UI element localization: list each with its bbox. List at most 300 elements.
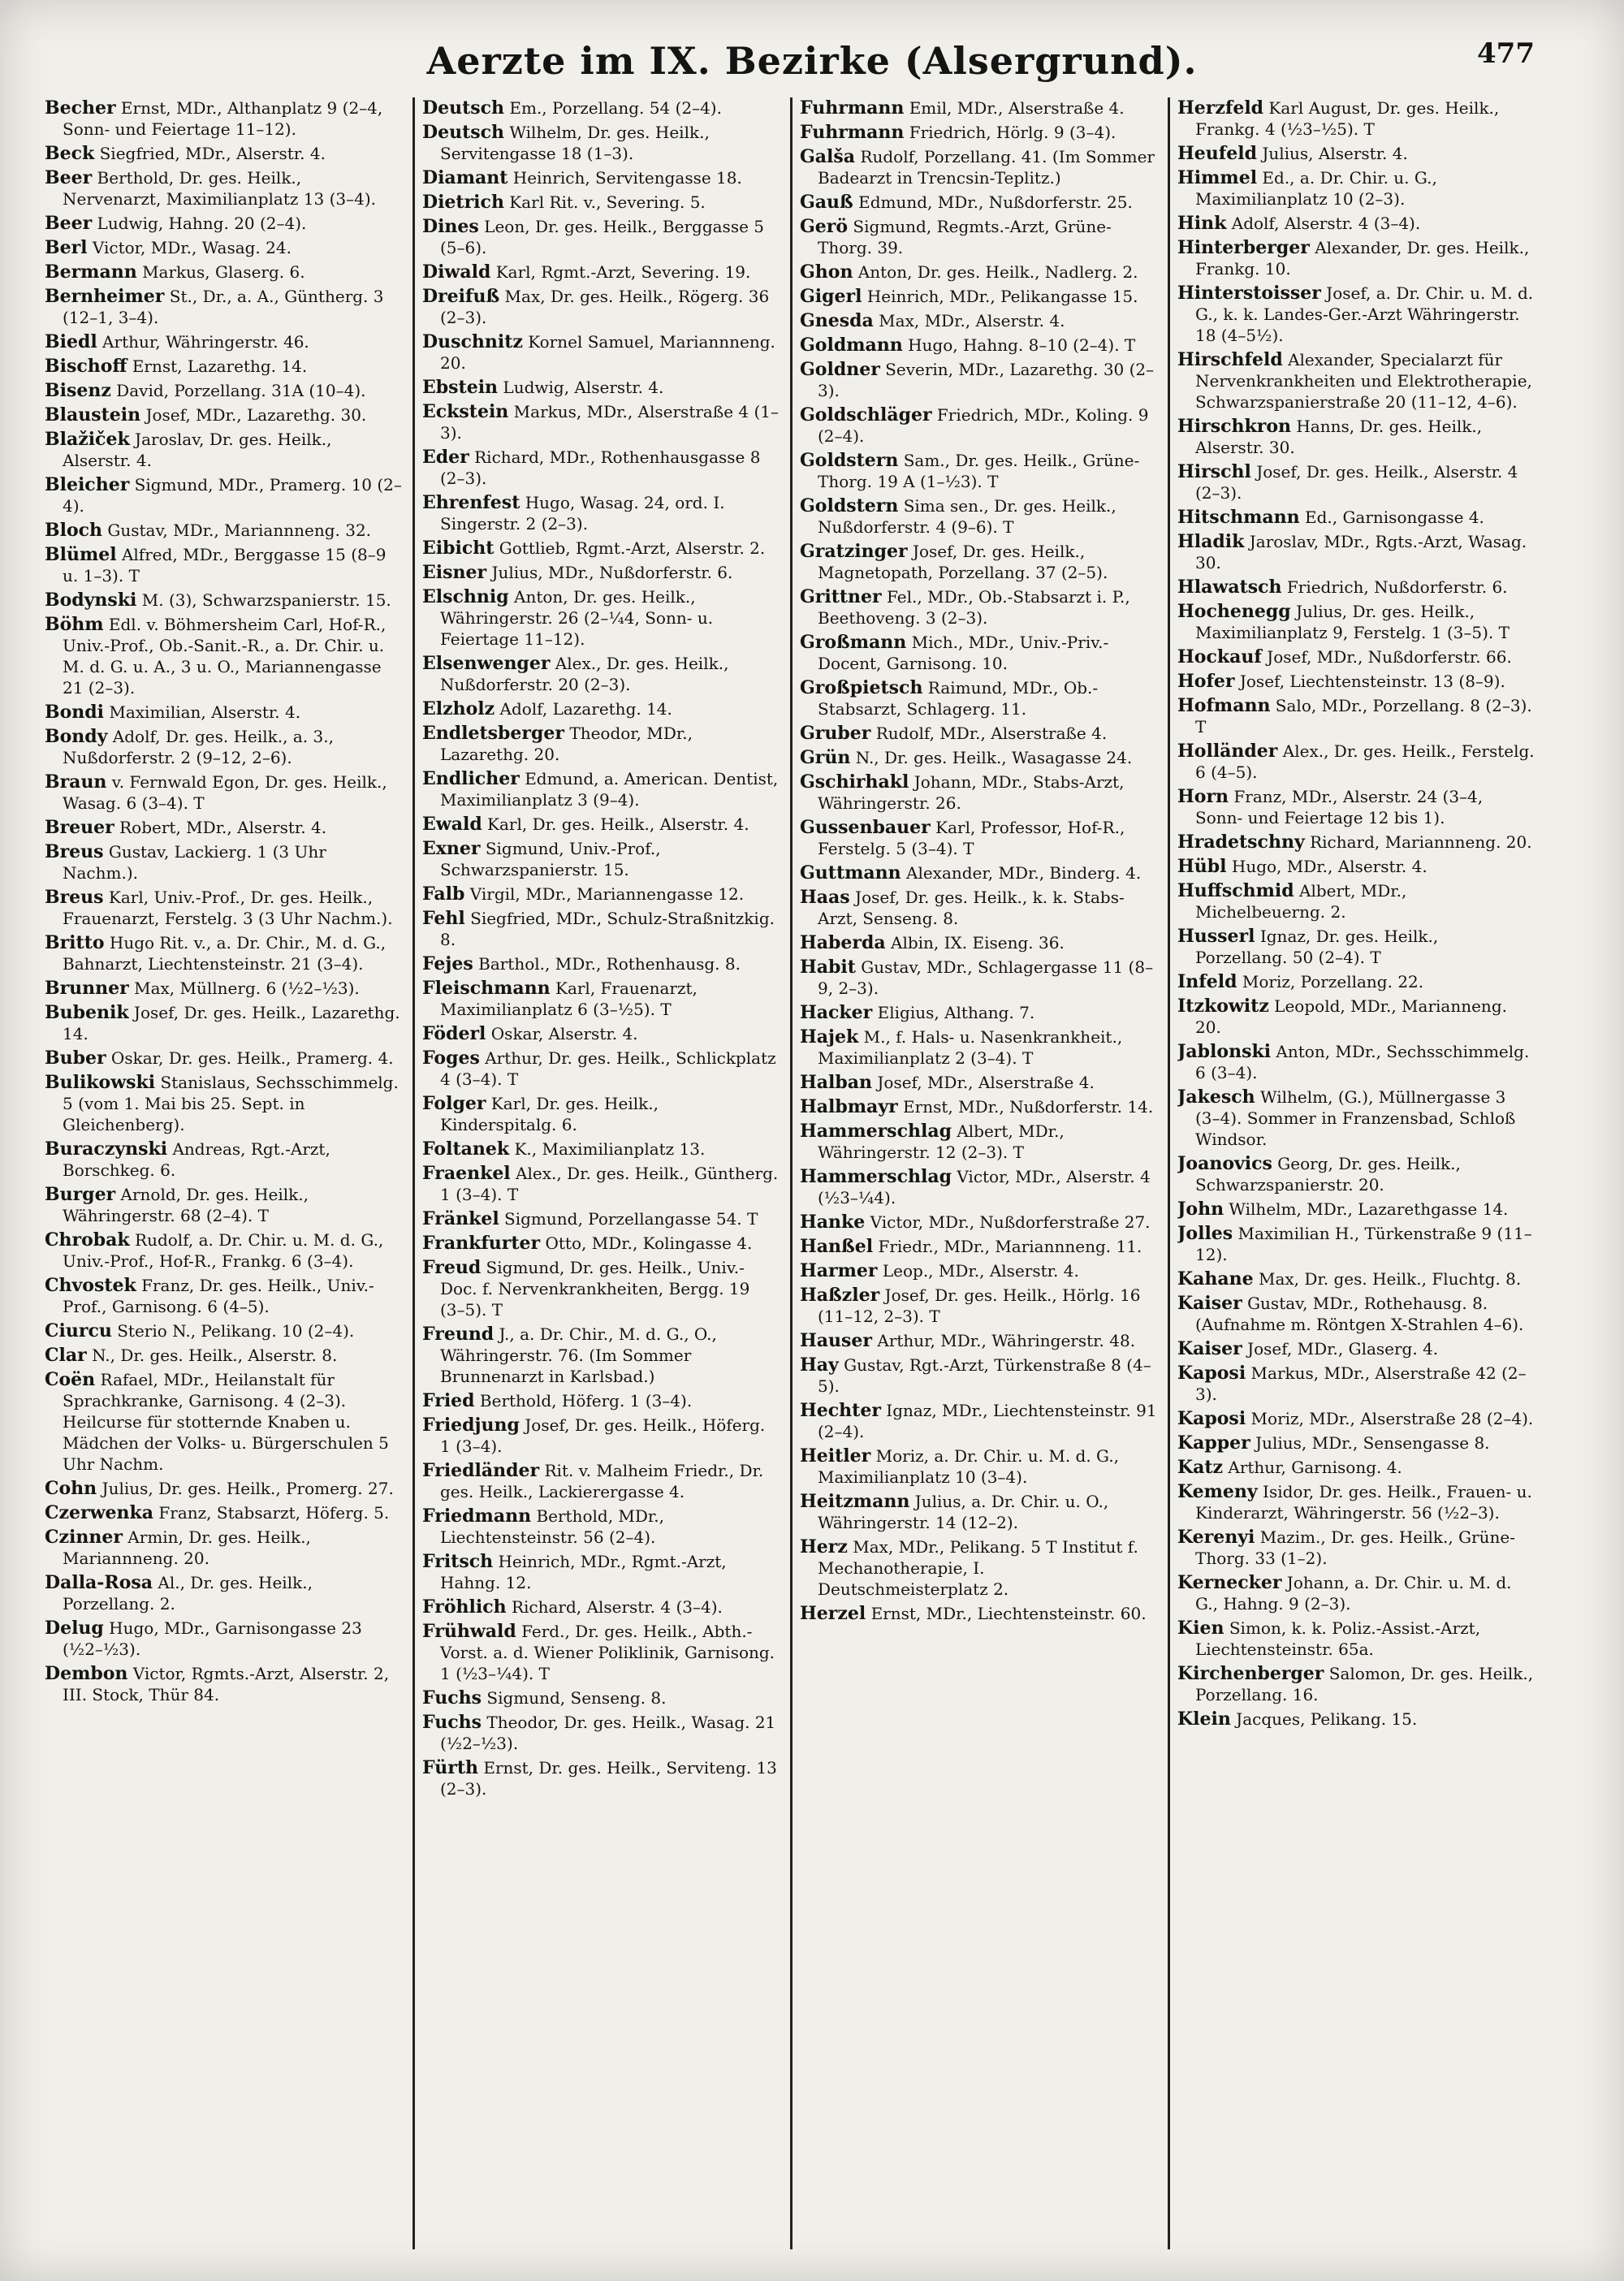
entry-surname: Friedjung bbox=[422, 1415, 520, 1436]
entry-surname: Harmer bbox=[800, 1260, 878, 1281]
entry-surname: Herzfeld bbox=[1177, 97, 1264, 119]
entry-surname: Fuhrmann bbox=[800, 122, 905, 143]
entry-surname: Bodynski bbox=[45, 590, 137, 611]
directory-entry bbox=[422, 216, 780, 258]
entry-surname: Hay bbox=[800, 1354, 839, 1376]
entry-surname: Fuhrmann bbox=[800, 97, 905, 119]
directory-entry bbox=[45, 978, 402, 999]
entry-surname: Delug bbox=[45, 1618, 104, 1639]
entry-surname: Großpietsch bbox=[800, 677, 923, 698]
directory-entry bbox=[1177, 1457, 1535, 1478]
entry-details: Arthur, Währingerstr. 46. bbox=[97, 332, 309, 352]
directory-entry bbox=[422, 97, 780, 119]
entry-details: Leon, Dr. ges. Heilk., Berggasse 5 (5–6). bbox=[440, 217, 764, 257]
entry-surname: Kaiser bbox=[1177, 1338, 1242, 1359]
entry-surname: Berl bbox=[45, 237, 88, 258]
entry-surname: Haberda bbox=[800, 932, 886, 953]
entry-surname: Herzel bbox=[800, 1603, 866, 1624]
directory-entry bbox=[1177, 97, 1535, 140]
entry-surname: Bischoff bbox=[45, 356, 127, 377]
entry-details: Robert, MDr., Alserstr. 4. bbox=[114, 818, 327, 837]
entry-details: Anton, MDr., Sechsschimmelg. 6 (3–4). bbox=[1195, 1042, 1530, 1082]
entry-details: Maximilian, Alserstr. 4. bbox=[104, 702, 301, 722]
entry-details: Richard, MDr., Rothenhausgasse 8 (2–3). bbox=[440, 447, 761, 488]
directory-entry bbox=[800, 1603, 1157, 1624]
entry-surname: Diamant bbox=[422, 167, 508, 188]
entry-details: M., f. Hals- u. Nasenkrankheit., Maximilianplatz 2 (3–4). T bbox=[818, 1027, 1123, 1068]
entry-surname: Eder bbox=[422, 447, 469, 468]
entry-details: Arthur, MDr., Währingerstr. 48. bbox=[872, 1331, 1136, 1350]
entry-surname: Jolles bbox=[1177, 1223, 1233, 1244]
entry-surname: Jablonski bbox=[1177, 1041, 1272, 1062]
entry-details: Alexander, MDr., Binderg. 4. bbox=[901, 863, 1142, 883]
directory-entry bbox=[800, 1491, 1157, 1533]
entry-details: Theodor, MDr., Lazarethg. 20. bbox=[440, 724, 693, 764]
entry-surname: Dietrich bbox=[422, 192, 504, 213]
entry-surname: Itzkowitz bbox=[1177, 996, 1269, 1017]
entry-surname: Elschnig bbox=[422, 586, 509, 607]
directory-entry bbox=[1177, 1223, 1535, 1265]
entry-surname: Breus bbox=[45, 841, 104, 862]
entry-surname: Duschnitz bbox=[422, 331, 523, 352]
entry-surname: Haas bbox=[800, 887, 850, 908]
directory-entry bbox=[422, 1415, 780, 1457]
entry-details: Sigmund, Regmts.-Arzt, Grüne-Thorg. 39. bbox=[818, 217, 1112, 257]
directory-entry bbox=[45, 817, 402, 838]
entry-surname: Hradetschny bbox=[1177, 832, 1305, 853]
directory-entry bbox=[45, 1072, 402, 1135]
entry-surname: Ciurcu bbox=[45, 1320, 112, 1341]
entry-surname: Hirschl bbox=[1177, 461, 1251, 482]
directory-entry bbox=[422, 562, 780, 583]
directory-entry bbox=[800, 216, 1157, 258]
entry-surname: Fehl bbox=[422, 908, 465, 929]
entry-details: Edl. v. Böhmersheim Carl, Hof-R., Univ.-Prof., Ob.-Sanit.-R., a. Dr. Chir. u. M. d. G. u. A., 3 u. O., Mariannengasse 21 (2–3). bbox=[63, 615, 387, 698]
directory-entry bbox=[45, 1320, 402, 1341]
entry-details: Hugo, MDr., Alserstr. 4. bbox=[1226, 857, 1427, 876]
entry-details: Adolf, Alserstr. 4 (3–4). bbox=[1226, 214, 1421, 233]
directory-entry bbox=[1177, 1268, 1535, 1290]
directory-entry bbox=[422, 1390, 780, 1411]
directory-entry bbox=[800, 1121, 1157, 1163]
directory-entry bbox=[422, 1460, 780, 1502]
directory-entry bbox=[45, 1345, 402, 1366]
directory-entry bbox=[422, 538, 780, 559]
entry-surname: Hladik bbox=[1177, 531, 1245, 552]
directory-entry bbox=[1177, 971, 1535, 992]
entry-details: Arthur, Dr. ges. Heilk., Schlickplatz 4 (3–4). T bbox=[440, 1048, 776, 1089]
entry-details: Albin, IX. Eiseng. 36. bbox=[885, 933, 1065, 953]
directory-entry bbox=[45, 1527, 402, 1569]
entry-surname: Becher bbox=[45, 97, 116, 119]
entry-details: Fel., MDr., Ob.-Stabsarzt i. P., Beethoveng. 3 (2–3). bbox=[818, 587, 1130, 628]
entry-details: Adolf, Lazarethg. 14. bbox=[495, 699, 672, 719]
entry-surname: Endletsberger bbox=[422, 723, 564, 744]
entry-surname: Biedl bbox=[45, 331, 97, 352]
directory-entry bbox=[1177, 926, 1535, 968]
entry-details: Eligius, Althang. 7. bbox=[872, 1003, 1035, 1022]
entry-surname: Hanke bbox=[800, 1212, 866, 1233]
directory-entry bbox=[422, 1138, 780, 1160]
entry-details: M. (3), Schwarzspanierstr. 15. bbox=[136, 590, 391, 610]
directory-entry bbox=[45, 1369, 402, 1475]
directory-entry bbox=[800, 310, 1157, 331]
directory-entry bbox=[45, 590, 402, 611]
entry-details: Johann, a. Dr. Chir. u. M. d. G., Hahng. 9 (2–3). bbox=[1195, 1573, 1512, 1614]
directory-entry bbox=[800, 1026, 1157, 1069]
entry-surname: John bbox=[1177, 1199, 1224, 1220]
directory-entry bbox=[1177, 577, 1535, 598]
entry-surname: Dalla-Rosa bbox=[45, 1572, 153, 1593]
entry-surname: Dembon bbox=[45, 1663, 128, 1684]
entry-surname: Foltanek bbox=[422, 1138, 510, 1160]
entry-surname: Breus bbox=[45, 887, 104, 908]
entry-surname: Foges bbox=[422, 1048, 480, 1069]
entry-details: Heinrich, MDr., Rgmt.-Arzt, Hahng. 12. bbox=[440, 1552, 727, 1592]
entry-surname: Kirchenberger bbox=[1177, 1663, 1324, 1684]
entry-details: Josef, Dr. ges. Heilk., Alserstr. 4 (2–3). bbox=[1195, 462, 1518, 503]
directory-entry bbox=[1177, 996, 1535, 1038]
entry-surname: Husserl bbox=[1177, 926, 1255, 947]
entry-details: Sigmund, Senseng. 8. bbox=[482, 1688, 667, 1708]
entry-details: Johann, MDr., Stabs-Arzt, Währingerstr. 26. bbox=[818, 772, 1125, 813]
entry-surname: Habit bbox=[800, 957, 856, 978]
column-4 bbox=[1177, 97, 1535, 2249]
entry-details: Georg, Dr. ges. Heilk., Schwarzspanierstr. 20. bbox=[1195, 1154, 1461, 1195]
directory-entry bbox=[45, 143, 402, 164]
entry-details: Raimund, MDr., Ob.-Stabsarzt, Schlagerg. 11. bbox=[818, 678, 1099, 719]
directory-entry bbox=[422, 261, 780, 283]
entry-surname: Eibicht bbox=[422, 538, 495, 559]
entry-details: Andreas, Rgt.-Arzt, Borschkeg. 6. bbox=[63, 1139, 330, 1180]
entry-surname: Exner bbox=[422, 838, 481, 859]
entry-surname: Kaposi bbox=[1177, 1408, 1246, 1429]
entry-surname: Freund bbox=[422, 1324, 495, 1345]
entry-details: Gustav, Lackierg. 1 (3 Uhr Nachm.). bbox=[63, 842, 326, 883]
entry-surname: Buber bbox=[45, 1048, 106, 1069]
entry-surname: Fürth bbox=[422, 1757, 478, 1778]
directory-entry bbox=[1177, 237, 1535, 279]
entry-surname: Ebstein bbox=[422, 377, 499, 398]
entry-details: Sigmund, Univ.-Prof., Schwarzspanierstr. 15. bbox=[440, 839, 661, 879]
entry-details: Arnold, Dr. ges. Heilk., Währingerstr. 68 (2–4). T bbox=[63, 1185, 309, 1225]
entry-details: Al., Dr. ges. Heilk., Porzellang. 2. bbox=[63, 1573, 313, 1614]
entry-details: Berthold, Dr. ges. Heilk., Nervenarzt, Maximilianplatz 13 (3–4). bbox=[63, 168, 376, 209]
directory-entry bbox=[800, 192, 1157, 213]
entry-details: v. Fernwald Egon, Dr. ges. Heilk., Wasag. 6 (3–4). T bbox=[63, 772, 387, 813]
directory-entry bbox=[45, 167, 402, 210]
entry-surname: Galša bbox=[800, 146, 856, 167]
directory-entry bbox=[422, 377, 780, 398]
directory-entry bbox=[1177, 143, 1535, 164]
entry-surname: Hirschkron bbox=[1177, 416, 1292, 437]
directory-entry bbox=[422, 978, 780, 1020]
entry-details: Virgil, MDr., Mariannengasse 12. bbox=[464, 884, 745, 904]
directory-entry bbox=[800, 1445, 1157, 1488]
entry-surname: Kerenyi bbox=[1177, 1527, 1255, 1548]
entry-surname: Hacker bbox=[800, 1002, 873, 1023]
entry-details: Em., Porzellang. 54 (2–4). bbox=[504, 98, 722, 118]
entry-surname: Hammerschlag bbox=[800, 1166, 952, 1187]
entry-surname: Hlawatsch bbox=[1177, 577, 1282, 598]
entry-details: Sigmund, Dr. ges. Heilk., Univ.-Doc. f. Nervenkrankheiten, Bergg. 19 (3–5). T bbox=[440, 1258, 750, 1320]
entry-details: Ed., a. Dr. Chir. u. G., Maximilianplatz 10 (2–3). bbox=[1195, 168, 1437, 209]
entry-surname: Beer bbox=[45, 167, 93, 188]
entry-surname: Breuer bbox=[45, 817, 114, 838]
directory-entry bbox=[422, 1233, 780, 1254]
directory-entry bbox=[45, 474, 402, 516]
entry-details: Ferd., Dr. ges. Heilk., Abth.-Vorst. a. d. Wiener Poliklinik, Garnisong. 1 (½3–¼4). T bbox=[440, 1622, 775, 1683]
entry-details: Karl, Dr. ges. Heilk., Alserstr. 4. bbox=[482, 814, 749, 834]
entry-surname: Goldschläger bbox=[800, 404, 932, 426]
entry-details: Josef, Dr. ges. Heilk., Magnetopath, Porzellang. 37 (2–5). bbox=[818, 542, 1108, 582]
entry-surname: Hajek bbox=[800, 1026, 859, 1048]
entry-details: Rudolf, a. Dr. Chir. u. M. d. G., Univ.-Prof., Hof-R., Frankg. 6 (3–4). bbox=[63, 1230, 384, 1271]
entry-details: Ed., Garnisongasse 4. bbox=[1299, 508, 1484, 527]
entry-surname: Endlicher bbox=[422, 768, 520, 789]
directory-entry bbox=[422, 447, 780, 489]
entry-details: Josef, MDr., Alserstraße 4. bbox=[872, 1073, 1095, 1092]
directory-entry bbox=[800, 1536, 1157, 1600]
directory-entry bbox=[800, 1236, 1157, 1257]
entry-surname: Hink bbox=[1177, 213, 1227, 234]
entry-surname: Gratzinger bbox=[800, 541, 908, 562]
entry-surname: Infeld bbox=[1177, 971, 1237, 992]
entry-details: Josef, Dr. ges. Heilk., Lazarethg. 14. bbox=[63, 1003, 400, 1043]
entry-details: Gustav, Rgt.-Arzt, Türkenstraße 8 (4–5). bbox=[818, 1355, 1151, 1396]
entry-details: Hanns, Dr. ges. Heilk., Alserstr. 30. bbox=[1195, 417, 1483, 457]
directory-entry bbox=[45, 1663, 402, 1705]
entry-details: Jaroslav, MDr., Rgts.-Arzt, Wasag. 30. bbox=[1195, 532, 1527, 572]
directory-entry bbox=[422, 1551, 780, 1593]
entry-details: Moriz, a. Dr. Chir. u. M. d. G., Maximilianplatz 10 (3–4). bbox=[818, 1446, 1120, 1487]
directory-entry bbox=[422, 723, 780, 765]
entry-surname: Hofmann bbox=[1177, 695, 1271, 716]
entry-surname: Böhm bbox=[45, 614, 104, 635]
entry-details: Siegfried, MDr., Alserstr. 4. bbox=[94, 144, 326, 163]
entry-surname: Grittner bbox=[800, 586, 882, 607]
entry-details: Gustav, MDr., Mariannneng. 32. bbox=[102, 521, 372, 540]
directory-entry bbox=[1177, 507, 1535, 528]
directory-entry bbox=[422, 401, 780, 443]
directory-entry bbox=[1177, 1293, 1535, 1335]
entry-surname: Hauser bbox=[800, 1330, 873, 1351]
entry-surname: Kemeny bbox=[1177, 1481, 1258, 1502]
entry-surname: Deutsch bbox=[422, 122, 505, 143]
entry-details: Max, Dr. ges. Heilk., Fluchtg. 8. bbox=[1253, 1269, 1522, 1289]
directory-entry bbox=[1177, 461, 1535, 503]
entry-details: Anton, Dr. ges. Heilk., Nadlerg. 2. bbox=[853, 262, 1138, 282]
entry-details: Victor, MDr., Wasag. 24. bbox=[87, 238, 292, 257]
entry-surname: Goldstern bbox=[800, 450, 899, 471]
entry-surname: Bleicher bbox=[45, 474, 130, 495]
entry-surname: Chrobak bbox=[45, 1229, 130, 1251]
entry-surname: Hirschfeld bbox=[1177, 349, 1283, 370]
entry-surname: Britto bbox=[45, 932, 105, 953]
entry-details: Stanislaus, Sechsschimmelg. 5 (vom 1. Mai bis 25. Sept. in Gleichenberg). bbox=[63, 1073, 399, 1134]
entry-details: Josef, Dr. ges. Heilk., k. k. Stabs-Arzt, Senseng. 8. bbox=[818, 888, 1125, 928]
directory-entry bbox=[1177, 349, 1535, 413]
directory-entry bbox=[800, 97, 1157, 119]
directory-entry bbox=[1177, 1709, 1535, 1730]
entry-details: Gottlieb, Rgmt.-Arzt, Alserstr. 2. bbox=[494, 538, 766, 558]
directory-entry bbox=[422, 586, 780, 650]
directory-entry bbox=[422, 1506, 780, 1548]
directory-entry bbox=[422, 908, 780, 950]
directory-entry bbox=[1177, 1338, 1535, 1359]
directory-entry bbox=[1177, 531, 1535, 573]
entry-surname: Joanovics bbox=[1177, 1153, 1272, 1174]
directory-entry bbox=[800, 1285, 1157, 1327]
directory-entry bbox=[422, 1257, 780, 1320]
directory-entry bbox=[45, 286, 402, 328]
entry-details: Arthur, Garnisong. 4. bbox=[1223, 1458, 1402, 1477]
entry-details: Alex., Dr. ges. Heilk., Nußdorferstr. 20 (2–3). bbox=[440, 654, 729, 694]
entry-surname: Halban bbox=[800, 1072, 873, 1093]
entry-details: Karl, Rgmt.-Arzt, Severing. 19. bbox=[490, 262, 751, 282]
directory-entry bbox=[422, 1163, 780, 1205]
entry-surname: Hechter bbox=[800, 1400, 881, 1421]
directory-entry bbox=[422, 1621, 780, 1684]
directory-entry bbox=[45, 97, 402, 140]
entry-surname: Hofer bbox=[1177, 671, 1235, 692]
entry-surname: Elsenwenger bbox=[422, 653, 551, 674]
entry-surname: Jakesch bbox=[1177, 1086, 1255, 1108]
entry-surname: Friedmann bbox=[422, 1506, 532, 1527]
entry-surname: Fried bbox=[422, 1390, 475, 1411]
entry-details: Mazim., Dr. ges. Heilk., Grüne-Thorg. 33 (1–2). bbox=[1195, 1527, 1515, 1568]
directory-entry bbox=[1177, 1153, 1535, 1195]
entry-surname: Ghon bbox=[800, 261, 853, 283]
entry-details: Victor, Rgmts.-Arzt, Alserstr. 2, III. Stock, Thür 84. bbox=[63, 1664, 390, 1704]
entry-details: Karl Rit. v., Severing. 5. bbox=[503, 192, 706, 212]
directory-entry bbox=[45, 261, 402, 283]
entry-details: Ernst, Lazarethg. 14. bbox=[127, 356, 308, 376]
entry-details: Adolf, Dr. ges. Heilk., a. 3., Nußdorferstr. 2 (9–12, 2–6). bbox=[63, 727, 334, 767]
directory-entry bbox=[45, 380, 402, 401]
entry-details: Edmund, a. American. Dentist, Maximilianplatz 3 (9–4). bbox=[440, 769, 779, 810]
directory-entry bbox=[800, 862, 1157, 883]
entry-details: Karl, Dr. ges. Heilk., Kinderspitalg. 6. bbox=[440, 1094, 659, 1134]
directory-entry bbox=[45, 771, 402, 814]
entry-details: K., Maximilianplatz 13. bbox=[509, 1139, 706, 1159]
directory-entry bbox=[45, 331, 402, 352]
directory-entry bbox=[1177, 832, 1535, 853]
entry-surname: Folger bbox=[422, 1093, 486, 1114]
entry-details: Sigmund, Porzellangasse 54. T bbox=[499, 1209, 758, 1229]
directory-entry bbox=[1177, 1199, 1535, 1220]
directory-entry bbox=[422, 286, 780, 328]
column-divider bbox=[1168, 97, 1170, 2249]
entry-details: Victor, MDr., Nußdorferstraße 27. bbox=[865, 1212, 1151, 1232]
entry-surname: Diwald bbox=[422, 261, 491, 283]
entry-surname: Bondi bbox=[45, 702, 105, 723]
entry-details: Moriz, MDr., Alserstraße 28 (2–4). bbox=[1246, 1409, 1534, 1428]
entry-surname: Fleischmann bbox=[422, 978, 551, 999]
entry-surname: Ehrenfest bbox=[422, 492, 520, 513]
entry-details: Rudolf, Porzellang. 41. (Im Sommer Badearzt in Trencsin-Teplitz.) bbox=[818, 147, 1155, 188]
directory-entry bbox=[422, 122, 780, 164]
entry-details: Severin, MDr., Lazarethg. 30 (2–3). bbox=[818, 360, 1155, 400]
entry-details: Heinrich, MDr., Pelikangasse 15. bbox=[862, 287, 1138, 306]
entry-surname: Goldmann bbox=[800, 335, 903, 356]
entry-surname: Kahane bbox=[1177, 1268, 1254, 1290]
directory-entry bbox=[422, 1324, 780, 1387]
directory-entry bbox=[800, 261, 1157, 283]
directory-entry bbox=[422, 1093, 780, 1135]
entry-surname: Holländer bbox=[1177, 741, 1278, 762]
directory-entry bbox=[800, 1166, 1157, 1208]
directory-entry bbox=[800, 1330, 1157, 1351]
entry-details: Richard, Mariannneng. 20. bbox=[1304, 832, 1532, 852]
entry-surname: Kien bbox=[1177, 1618, 1224, 1639]
directory-entry bbox=[45, 1572, 402, 1614]
entry-surname: Hinterberger bbox=[1177, 237, 1310, 258]
entry-details: Franz, MDr., Alserstr. 24 (3–4, Sonn- und Feiertage 12 bis 1). bbox=[1195, 787, 1484, 827]
entry-details: Max, Dr. ges. Heilk., Rögerg. 36 (2–3). bbox=[440, 287, 770, 327]
directory-entry bbox=[800, 1260, 1157, 1281]
directory-entry bbox=[45, 1229, 402, 1272]
entry-details: Anton, Dr. ges. Heilk., Währingerstr. 26 (2–¼4, Sonn- u. Feiertage 11–12). bbox=[440, 587, 714, 649]
entry-surname: Kaiser bbox=[1177, 1293, 1242, 1314]
directory-entry bbox=[422, 1687, 780, 1709]
entry-details: Friedrich, Nußdorferstr. 6. bbox=[1281, 577, 1508, 597]
entry-details: Emil, MDr., Alserstraße 4. bbox=[904, 98, 1125, 118]
entry-surname: Goldner bbox=[800, 359, 880, 380]
entry-surname: Buraczynski bbox=[45, 1138, 168, 1160]
directory-entry bbox=[1177, 416, 1535, 458]
entry-details: Friedr., MDr., Mariannneng. 11. bbox=[873, 1237, 1142, 1256]
directory-entry bbox=[1177, 213, 1535, 234]
entry-details: Hugo, Hahng. 8–10 (2–4). T bbox=[902, 335, 1136, 355]
directory-entry bbox=[800, 677, 1157, 719]
directory-entry bbox=[422, 192, 780, 213]
entry-surname: Deutsch bbox=[422, 97, 505, 119]
directory-entry bbox=[1177, 856, 1535, 877]
entry-details: Hugo, Wasag. 24, ord. I. Singerstr. 2 (2–3). bbox=[440, 493, 725, 534]
entry-details: Friedrich, Hörlg. 9 (3–4). bbox=[904, 123, 1116, 142]
entry-surname: Blažiček bbox=[45, 429, 130, 450]
directory-entry bbox=[45, 213, 402, 234]
entry-surname: Fraenkel bbox=[422, 1163, 511, 1184]
entry-details: Richard, Alserstr. 4 (3–4). bbox=[506, 1597, 723, 1617]
entry-details: Wilhelm, MDr., Lazarethgasse 14. bbox=[1224, 1199, 1509, 1219]
entry-surname: Bisenz bbox=[45, 380, 111, 401]
directory-entry bbox=[1177, 1432, 1535, 1454]
entry-details: Edmund, MDr., Nußdorferstr. 25. bbox=[853, 192, 1133, 212]
directory-entry bbox=[422, 1712, 780, 1754]
entry-details: Wilhelm, (G.), Müllnergasse 3 (3–4). Sommer in Franzensbad, Schloß Windsor. bbox=[1195, 1087, 1516, 1149]
entry-details: Max, MDr., Pelikang. 5 T Institut f. Mechanotherapie, I. Deutschmeisterplatz 2. bbox=[818, 1537, 1138, 1599]
directory-entry bbox=[45, 1048, 402, 1069]
directory-entry bbox=[45, 1002, 402, 1044]
entry-details: Victor, MDr., Alserstr. 4 (½3–¼4). bbox=[818, 1167, 1151, 1207]
entry-surname: Chvostek bbox=[45, 1275, 136, 1296]
entry-details: Salo, MDr., Porzellang. 8 (2–3). T bbox=[1195, 696, 1532, 737]
entry-details: Heinrich, Servitengasse 18. bbox=[508, 168, 742, 188]
entry-details: Mich., MDr., Univ.-Priv.-Docent, Garnisong. 10. bbox=[818, 633, 1109, 673]
directory-entry bbox=[1177, 741, 1535, 783]
entry-surname: Horn bbox=[1177, 786, 1229, 807]
directory-entry bbox=[45, 1478, 402, 1499]
directory-entry bbox=[1177, 1041, 1535, 1083]
directory-entry bbox=[45, 702, 402, 723]
directory-entry bbox=[1177, 1572, 1535, 1614]
directory-entry bbox=[45, 520, 402, 541]
entry-surname: Haßzler bbox=[800, 1285, 880, 1306]
directory-entry bbox=[422, 1048, 780, 1090]
column-2 bbox=[422, 97, 780, 2249]
